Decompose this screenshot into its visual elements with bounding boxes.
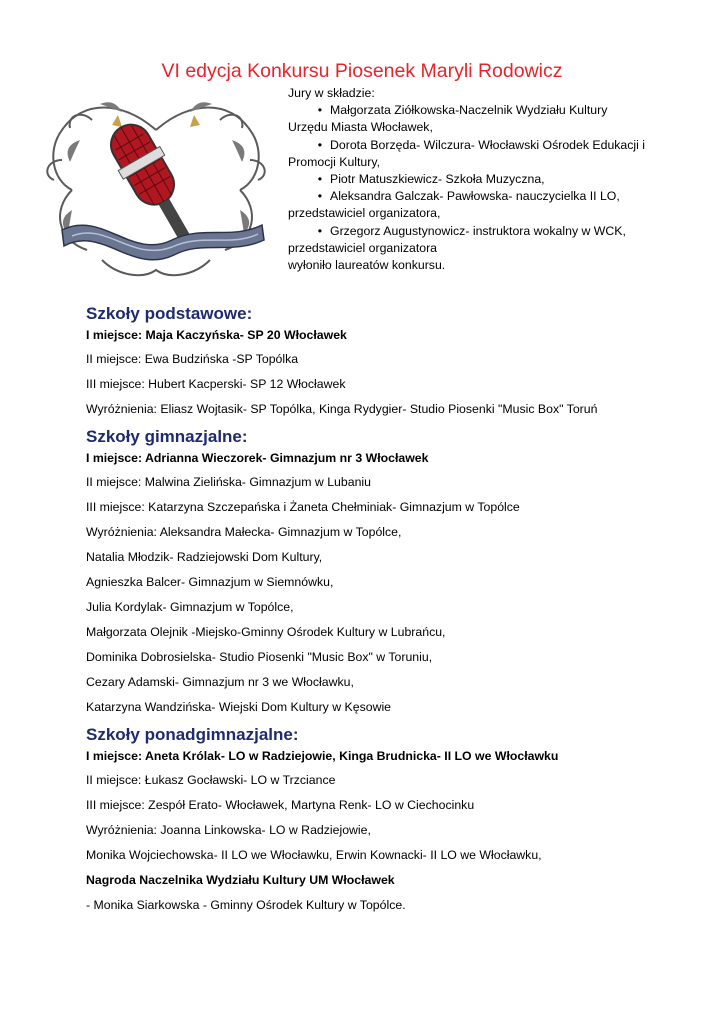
result-line: II miejsce: Ewa Budzińska -SP Topólka (86, 352, 299, 366)
bullet-icon: • (317, 223, 322, 238)
result-line: I miejsce: Maja Kaczyńska- SP 20 Włocławek (86, 328, 347, 342)
section-heading: Szkoły podstawowe: (86, 304, 253, 323)
jury-intro: Jury w składzie: (288, 86, 375, 100)
result-line: III miejsce: Katarzyna Szczepańska i Żaneta Chełminiak- Gimnazjum w Topólce (86, 500, 520, 514)
result-line: III miejsce: Hubert Kacperski- SP 12 Włocławek (86, 377, 346, 391)
jury-member: • Piotr Matuszkiewicz- Szkoła Muzyczna, (288, 171, 698, 188)
section-heading: Szkoły ponadgimnazjalne: (86, 725, 299, 744)
jury-member-cont: przedstawiciel organizatora, (288, 206, 441, 221)
result-line: Natalia Młodzik- Radziejowski Dom Kultury, (86, 550, 323, 564)
result-line: II miejsce: Łukasz Gocławski- LO w Trzciance (86, 773, 336, 787)
result-line: III miejsce: Zespół Erato- Włocławek, Martyna Renk- LO w Ciechocinku (86, 798, 475, 812)
result-line: - Monika Siarkowska - Gminny Ośrodek Kultury w Topólce. (86, 898, 406, 912)
result-line: Nagroda Naczelnika Wydziału Kultury UM Włocławek (86, 873, 395, 887)
result-line: Małgorzata Olejnik -Miejsko-Gminny Ośrodek Kultury w Lubrańcu, (86, 625, 446, 639)
result-line: Katarzyna Wandzińska- Wiejski Dom Kultury w Kęsowie (86, 700, 392, 714)
section-heading: Szkoły gimnazjalne: (86, 427, 248, 446)
microphone-ornament-icon (32, 90, 280, 286)
jury-member-cont: Promocji Kultury, (288, 154, 381, 169)
result-line: Wyróżnienia: Joanna Linkowska- LO w Radziejowie, (86, 823, 371, 837)
section-middle-schools (86, 425, 696, 723)
result-line: Agnieszka Balcer- Gimnazjum w Siemnówku, (86, 575, 334, 589)
jury-member: • Aleksandra Galczak- Pawłowska- nauczycielka II LO, (288, 188, 698, 205)
results (86, 302, 696, 921)
result-line: Dominika Dobrosielska- Studio Piosenki "Music Box" w Toruniu, (86, 650, 433, 664)
result-line: I miejsce: Adrianna Wieczorek- Gimnazjum nr 3 Włocławek (86, 451, 429, 465)
bullet-icon: • (317, 137, 322, 152)
result-line: Wyróżnienia: Aleksandra Małecka- Gimnazjum w Topólce, (86, 525, 402, 539)
jury-member: • Małgorzata Ziółkowska-Naczelnik Wydziału Kultury (288, 102, 698, 119)
jury-member-cont: Urzędu Miasta Włocławek, (288, 120, 433, 135)
result-line: I miejsce: Aneta Królak- LO w Radziejowie, Kinga Brudnicka- II LO we Włocławku (86, 749, 559, 763)
bullet-icon: • (317, 103, 322, 118)
bullet-icon: • (317, 172, 322, 187)
bullet-icon: • (317, 189, 322, 204)
jury-list (288, 102, 698, 257)
result-line: Julia Kordylak- Gimnazjum w Topólce, (86, 600, 294, 614)
jury-member-cont: przedstawiciel organizatora (288, 240, 438, 255)
result-line: II miejsce: Malwina Zielińska- Gimnazjum w Lubaniu (86, 475, 371, 489)
jury-member: • Grzegorz Augustynowicz- instruktora wokalny w WCK, (288, 223, 698, 240)
section-high-schools (86, 723, 696, 921)
page-title: VI edycja Konkursu Piosenek Maryli Rodowicz (161, 60, 563, 82)
jury-section (288, 85, 698, 274)
section-primary-schools (86, 302, 696, 425)
result-line: Wyróżnienia: Eliasz Wojtasik- SP Topólka, Kinga Rydygier- Studio Piosenki "Music Box" Toruń (86, 402, 598, 416)
result-line: Cezary Adamski- Gimnazjum nr 3 we Włocławku, (86, 675, 354, 689)
result-line: Monika Wojciechowska- II LO we Włocławku, Erwin Kownacki- II LO we Włocławku, (86, 848, 542, 862)
jury-member: • Dorota Borzęda- Wilczura- Włocławski Ośrodek Edukacji i (288, 137, 698, 154)
jury-outro: wyłoniło laureatów konkursu. (288, 258, 446, 273)
